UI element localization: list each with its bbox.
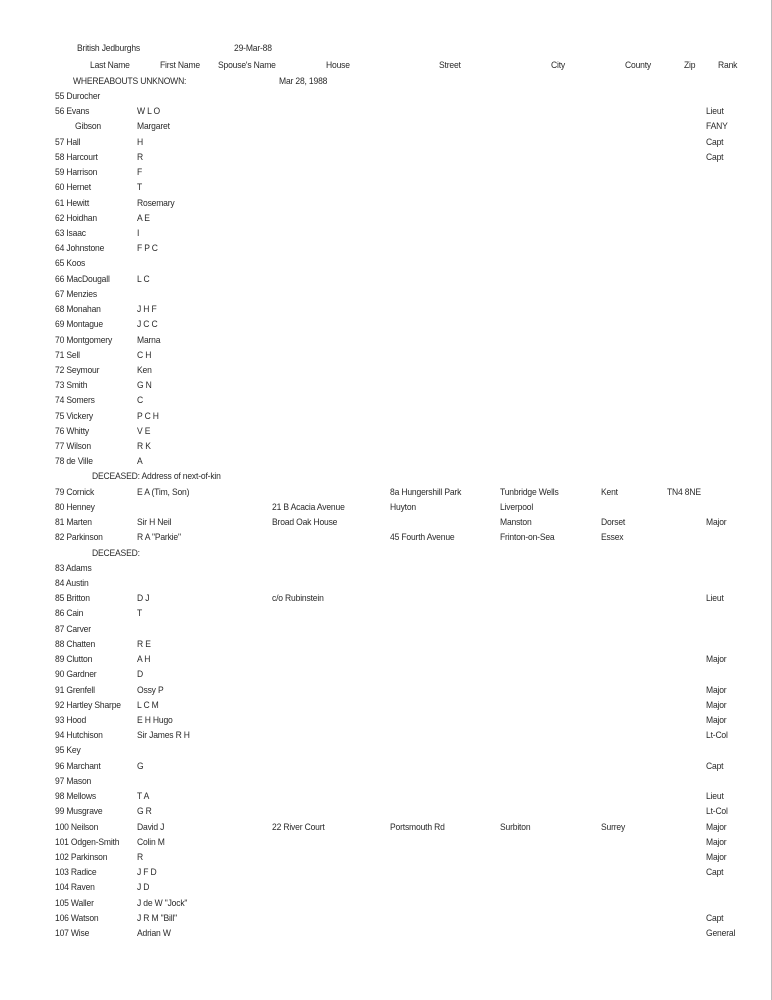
- cell-rank: Major: [706, 821, 727, 833]
- cell-last: 99 Musgrave: [55, 806, 103, 818]
- table-row: [0, 258, 772, 273]
- cell-last: 102 Parkinson: [55, 851, 108, 863]
- cell-rank: General: [706, 928, 736, 940]
- cell-first: R: [137, 151, 144, 163]
- cell-rank: Capt: [706, 151, 724, 163]
- table-row: [0, 152, 772, 167]
- table-row: [0, 441, 772, 456]
- cell-last: 59 Harrison: [55, 167, 98, 179]
- table-row: [0, 685, 772, 700]
- cell-first: R E: [137, 638, 151, 650]
- cell-county: Surrey: [601, 821, 626, 833]
- table-row: [0, 822, 772, 837]
- cell-last: 79 Cornick: [55, 486, 95, 498]
- cell-first: V E: [137, 425, 151, 437]
- cell-street: 8a Hungershill Park: [390, 486, 462, 498]
- section-heading-text: DECEASED:: [92, 547, 140, 559]
- cell-last: 70 Montgomery: [55, 334, 113, 346]
- cell-last: 75 Vickery: [55, 410, 93, 422]
- cell-first: G: [137, 760, 144, 772]
- cell-first: J C C: [137, 319, 158, 331]
- cell-last: 106 Watson: [55, 912, 99, 924]
- cell-rank: Major: [706, 836, 727, 848]
- cell-first: H: [137, 136, 144, 148]
- cell-last: 66 MacDougall: [55, 273, 110, 285]
- cell-county: Kent: [601, 486, 618, 498]
- table-row: [0, 745, 772, 760]
- cell-street: Huyton: [390, 501, 417, 513]
- table-row: [0, 456, 772, 471]
- cell-last: 56 Evans: [55, 106, 90, 118]
- cell-last: 105 Waller: [55, 897, 94, 909]
- cell-rank: Major: [706, 517, 727, 529]
- cell-house: Broad Oak House: [272, 517, 338, 529]
- cell-first: Marna: [137, 334, 161, 346]
- cell-rank: Major: [706, 851, 727, 863]
- table-row: [0, 639, 772, 654]
- cell-first: J F D: [137, 867, 157, 879]
- cell-rank: Major: [706, 699, 727, 711]
- table-row: [0, 395, 772, 410]
- table-row: [0, 319, 772, 334]
- table-row: [0, 928, 772, 943]
- cell-first: Sir James R H: [137, 730, 190, 742]
- table-row: [0, 593, 772, 608]
- col-spouse-name: Spouse's Name: [218, 60, 276, 71]
- cell-city: Surbiton: [500, 821, 531, 833]
- cell-first: G R: [137, 806, 152, 818]
- cell-rank: Capt: [706, 760, 724, 772]
- cell-last: 107 Wise: [55, 928, 90, 940]
- cell-last: 92 Hartley Sharpe: [55, 699, 121, 711]
- cell-rank: FANY: [706, 121, 728, 133]
- cell-last: 68 Monahan: [55, 304, 101, 316]
- cell-last: 88 Chatten: [55, 638, 96, 650]
- table-row: [0, 365, 772, 380]
- cell-first: J de W "Jock": [137, 897, 188, 909]
- cell-last: 104 Raven: [55, 882, 95, 894]
- cell-first: J H F: [137, 304, 157, 316]
- record-list: [0, 91, 772, 943]
- cell-rank: Lieut: [706, 106, 724, 118]
- table-row: [0, 624, 772, 639]
- cell-first: Ossy P: [137, 684, 164, 696]
- table-row: [0, 669, 772, 684]
- cell-rank: Lieut: [706, 593, 724, 605]
- cell-first: Adrian W: [137, 928, 171, 940]
- cell-first: C: [137, 395, 144, 407]
- cell-last: 89 Clutton: [55, 654, 93, 666]
- cell-first: C H: [137, 349, 152, 361]
- table-row: [0, 563, 772, 578]
- cell-last: 90 Gardner: [55, 669, 97, 681]
- cell-first: D J: [137, 593, 150, 605]
- table-row: [0, 274, 772, 289]
- table-row: [0, 106, 772, 121]
- table-row: [0, 882, 772, 897]
- cell-last: 63 Isaac: [55, 227, 86, 239]
- cell-first: F: [137, 167, 143, 179]
- section-heading-unknown: WHEREABOUTS UNKNOWN:: [73, 76, 187, 87]
- cell-last: 57 Hall: [55, 136, 81, 148]
- table-row: [0, 867, 772, 882]
- cell-first: R K: [137, 441, 151, 453]
- cell-first: Margaret: [137, 121, 170, 133]
- table-row: [0, 700, 772, 715]
- table-row: [0, 487, 772, 502]
- table-row: [0, 654, 772, 669]
- cell-last: 74 Somers: [55, 395, 95, 407]
- cell-first: A H: [137, 654, 151, 666]
- cell-rank: Major: [706, 714, 727, 726]
- cell-last: 86 Cain: [55, 608, 84, 620]
- section-heading: [0, 548, 772, 563]
- cell-last: 83 Adams: [55, 562, 92, 574]
- cell-zip: TN4 8NE: [667, 486, 701, 498]
- cell-last: 60 Hernet: [55, 182, 91, 194]
- cell-last: 96 Marchant: [55, 760, 101, 772]
- cell-first: I: [137, 227, 140, 239]
- col-house: House: [326, 60, 350, 71]
- table-row: [0, 578, 772, 593]
- col-street: Street: [439, 60, 461, 71]
- table-row: [0, 502, 772, 517]
- cell-first: Sir H Neil: [137, 517, 172, 529]
- cell-last: 87 Carver: [55, 623, 91, 635]
- cell-last: 76 Whitty: [55, 425, 90, 437]
- cell-last: 94 Hutchison: [55, 730, 103, 742]
- cell-last: 64 Johnstone: [55, 243, 105, 255]
- table-row: [0, 837, 772, 852]
- cell-last: 93 Hood: [55, 714, 87, 726]
- col-rank: Rank: [718, 60, 738, 71]
- table-row: [0, 167, 772, 182]
- cell-first: P C H: [137, 410, 159, 422]
- cell-last: 62 Hoidhan: [55, 212, 97, 224]
- col-city: City: [551, 60, 566, 71]
- table-row: [0, 411, 772, 426]
- cell-last: 69 Montague: [55, 319, 103, 331]
- cell-last: 78 de Ville: [55, 456, 93, 468]
- cell-last: 100 Neilson: [55, 821, 99, 833]
- cell-last: 82 Parkinson: [55, 532, 103, 544]
- cell-house: 21 B Acacia Avenue: [272, 501, 345, 513]
- cell-city: Liverpool: [500, 501, 534, 513]
- cell-rank: Major: [706, 654, 727, 666]
- table-row: [0, 715, 772, 730]
- col-zip: Zip: [684, 60, 696, 71]
- table-row: [0, 791, 772, 806]
- table-row: [0, 776, 772, 791]
- table-row: [0, 898, 772, 913]
- cell-first: T: [137, 608, 143, 620]
- table-row: [0, 730, 772, 745]
- cell-last: 85 Britton: [55, 593, 90, 605]
- cell-last: 98 Mellows: [55, 791, 96, 803]
- cell-last: 65 Koos: [55, 258, 86, 270]
- cell-last: 95 Key: [55, 745, 81, 757]
- cell-last: 103 Radice: [55, 867, 97, 879]
- cell-house: c/o Rubinstein: [272, 593, 324, 605]
- table-row: [0, 91, 772, 106]
- table-row: [0, 121, 772, 136]
- table-row: [0, 228, 772, 243]
- cell-city: Tunbridge Wells: [500, 486, 559, 498]
- cell-last: 58 Harcourt: [55, 151, 98, 163]
- cell-first: F P C: [137, 243, 158, 255]
- cell-last: 91 Grenfell: [55, 684, 95, 696]
- cell-last: 101 Odgen-Smith: [55, 836, 120, 848]
- cell-last: 55 Durocher: [55, 91, 101, 102]
- cell-street: 45 Fourth Avenue: [390, 532, 455, 544]
- table-row: [0, 243, 772, 258]
- cell-rank: Lt-Col: [706, 730, 728, 742]
- cell-last: 97 Mason: [55, 775, 92, 787]
- table-row: [0, 852, 772, 867]
- cell-first: Colin M: [137, 836, 165, 848]
- cell-last: Gibson: [75, 121, 102, 133]
- col-county: County: [625, 60, 652, 71]
- table-row: [0, 806, 772, 821]
- section-heading: [0, 471, 772, 486]
- table-row: [0, 335, 772, 350]
- cell-county: Essex: [601, 532, 624, 544]
- table-row: [0, 137, 772, 152]
- cell-first: W L O: [137, 106, 161, 118]
- table-row: [0, 913, 772, 928]
- cell-rank: Lt-Col: [706, 806, 728, 818]
- cell-house: 22 River Court: [272, 821, 325, 833]
- cell-first: E A (Tim, Son): [137, 486, 190, 498]
- cell-street: Portsmouth Rd: [390, 821, 445, 833]
- cell-city: Manston: [500, 517, 532, 529]
- cell-first: J D: [137, 882, 150, 894]
- cell-first: R: [137, 851, 144, 863]
- table-row: [0, 304, 772, 319]
- cell-last: 73 Smith: [55, 380, 88, 392]
- cell-first: L C: [137, 273, 150, 285]
- cell-first: Ken: [137, 364, 152, 376]
- cell-rank: Lieut: [706, 791, 724, 803]
- cell-last: 67 Menzies: [55, 288, 97, 300]
- cell-last: 71 Sell: [55, 349, 80, 361]
- section-date: Mar 28, 1988: [279, 76, 328, 87]
- print-date: 29-Mar-88: [234, 43, 272, 54]
- table-row: [0, 213, 772, 228]
- table-row: [0, 289, 772, 304]
- table-row: [0, 182, 772, 197]
- col-first-name: First Name: [160, 60, 201, 71]
- cell-last: 61 Hewitt: [55, 197, 90, 209]
- table-row: [0, 380, 772, 395]
- cell-rank: Capt: [706, 912, 724, 924]
- cell-first: A: [137, 456, 143, 468]
- cell-last: 72 Seymour: [55, 364, 100, 376]
- cell-first: A E: [137, 212, 150, 224]
- cell-first: L C M: [137, 699, 159, 711]
- cell-rank: Capt: [706, 136, 724, 148]
- table-row: [0, 350, 772, 365]
- cell-first: J R M "Bill": [137, 912, 178, 924]
- col-last-name: Last Name: [90, 60, 130, 71]
- cell-first: David J: [137, 821, 165, 833]
- cell-last: 81 Marten: [55, 517, 92, 529]
- cell-last: 80 Henney: [55, 501, 95, 513]
- cell-first: T: [137, 182, 143, 194]
- cell-first: T A: [137, 791, 150, 803]
- cell-first: E H Hugo: [137, 714, 173, 726]
- cell-first: G N: [137, 380, 152, 392]
- cell-first: D: [137, 669, 144, 681]
- cell-first: Rosemary: [137, 197, 175, 209]
- section-heading-text: DECEASED: Address of next-of-kin: [92, 471, 221, 483]
- cell-last: 84 Austin: [55, 578, 89, 589]
- cell-rank: Capt: [706, 867, 724, 879]
- cell-county: Dorset: [601, 517, 626, 529]
- table-row: [0, 608, 772, 623]
- cell-first: R A "Parkie": [137, 532, 181, 544]
- table-row: [0, 517, 772, 532]
- cell-last: 77 Wilson: [55, 441, 91, 453]
- table-row: [0, 532, 772, 547]
- document-title: British Jedburghs: [77, 43, 140, 54]
- cell-rank: Major: [706, 684, 727, 696]
- cell-city: Frinton-on-Sea: [500, 532, 555, 544]
- table-row: [0, 761, 772, 776]
- table-row: [0, 426, 772, 441]
- table-row: [0, 198, 772, 213]
